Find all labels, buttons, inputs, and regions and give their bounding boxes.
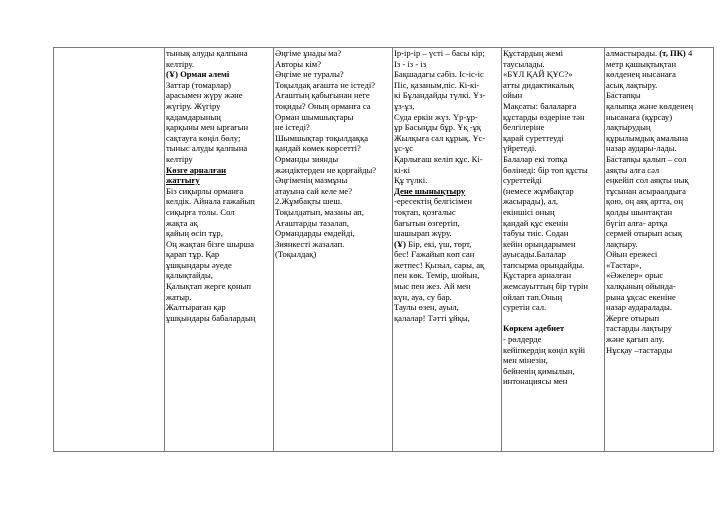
text-line: Орманды зиянды [275,153,339,164]
text-line: Қарлығаш келіп құс. Кі- [394,153,483,164]
text-line: 2.Жұмбақты шеш. [275,196,343,207]
text-line: метр қашықтықтан [606,58,677,69]
text-line: тапсырма орындайды. [503,259,585,270]
text-line: ұс-ұс [394,143,414,154]
text-line: Нұсқау –тастарды [606,344,673,355]
text-line: «Әжелер» орыс [606,270,664,281]
text-line: тоқиды? Оның орманға са [275,100,371,111]
text-line: Тоқылдақ ағашта не істеді? [275,79,376,90]
table-row [54,48,714,452]
text-line: ауысады.Балалар [503,249,566,260]
text-line: Көзге арналған [166,164,227,175]
cell-text-block [394,48,500,323]
text-line: қалықтайды, [166,270,213,281]
text-line: Шымшықтар тоқылдаққа [275,132,369,143]
text-line: сермей отырып асық [606,228,683,239]
text-line: ойын [503,90,523,101]
text-line: табуы тиіс. Содан [503,228,569,239]
text-line: еңкейіп сол аяқты нық [606,175,689,186]
text-line: бүгіп алға- артқа [606,217,668,228]
text-line: Оң жақтан бізге шырша [166,238,254,249]
text-line: жүгіру. Жүгіру [166,100,221,111]
text-line: Авторы кім? [275,58,322,69]
text-line: Құ түлкі. [394,175,428,186]
cell-text-block [606,48,712,355]
table-cell-physical-activity [165,48,274,452]
text-line: қалалар! Тәтті ұйқы, [394,312,470,323]
text-line: тұсынан асыраалдыға [606,185,686,196]
text-line: Қалықтап жерге қонып [166,281,251,292]
text-line: таусылады. [503,58,545,69]
text-line [503,313,603,324]
text-line: Ір-ір-ір – үсті – басы кір; [394,48,485,58]
text-line: қалыпқа және көлденең [606,100,694,111]
text-line: қолды шынтақтан [606,206,673,217]
text-line: тынық алуды қалпына [166,48,248,58]
text-line: үйретеді. [503,143,537,154]
text-line: келдік. Айнала ғажайып [166,196,255,207]
cell-text-block [275,48,391,260]
text-line: құрылымдық амалына [606,132,689,143]
table-cell-empty [54,48,165,452]
cell-text-block [503,48,603,387]
text-line: атты дидактикалық [503,79,574,90]
text-line: рына ұқсас екеніне [606,291,676,302]
text-line: Піс, қазаным,піс. Кі-кі- [394,79,480,90]
text-line: Таулы өзен, ауыл, [394,302,459,313]
text-line: (Ұ) Орман әлемі [166,69,230,80]
text-line: көлденең нысанаға [606,69,676,80]
text-line: Бастапқы қалып – сол [606,153,687,164]
text-line: жатыр. [166,291,192,302]
text-line: алмастырады. (т, ПК) 4 [606,48,693,58]
text-line: ұшқындары бабалардың [166,312,256,323]
text-line: Дене шынықтыру [394,185,466,196]
text-line: Суда еркін жүз. Үр-ұр- [394,111,478,122]
text-line: арасымен жүру және [166,90,243,101]
text-line: Ағаштың қабығынан неге [275,90,370,101]
text-line: кейіпкердің көңіл күйі [503,344,586,355]
text-line: -ересектің белгісімен [394,196,473,207]
text-line: Құстардың жемі [503,48,564,58]
text-line: Орман шымшықтары [275,111,354,122]
text-line: қайың өсіп тұр, [166,228,223,239]
text-line: тастарды лақтыру [606,323,672,334]
text-line: Мақсаты: балаларға [503,100,577,111]
text-line: суреттейді [503,175,542,186]
text-line: интонациясы мен [503,376,568,387]
text-line: Біз сиқырлы орманға [166,185,244,196]
text-line: жәндіктерден не қорғайды? [275,164,377,175]
text-line: тоқтап, қозғалыс [394,206,456,217]
text-line: Жерге отырып [606,312,660,323]
text-line: суретін сал. [503,302,547,313]
text-line: асық лақтыру. [606,79,658,90]
text-line: назар аудары-лады. [606,143,677,154]
text-line: атауына сай келе ме? [275,185,353,196]
text-line: (Тоқылдақ) [275,249,317,260]
text-line: нысанаға (құрсау) [606,111,673,122]
text-line: құстарды өздеріне тән [503,111,585,122]
text-line: Ағаштарды тазалап, [275,217,350,228]
text-line: жасырады), ал, [503,196,559,207]
text-line: бейненің қимылын, [503,365,575,376]
text-line: ұшқындары әуеде [166,259,232,270]
text-line: қарқыны мен ырғағын [166,122,249,133]
text-line: келтіру. [166,58,194,69]
text-line: ұз-ұз, [394,100,415,111]
text-line: Әңгіме ұнады ма? [275,48,342,58]
text-line: белгілеріне [503,122,545,133]
text-line: Балалар екі топқа [503,153,568,164]
text-line: қадамдарының [166,111,221,122]
text-line: - рөлдерде [503,334,542,345]
text-line: (Ұ) Бір, екі, үш, төрт, [394,238,472,249]
lesson-plan-table [53,47,714,452]
text-line: мен мінезін, [503,355,548,366]
text-line: Жалтыраған қар [166,302,226,313]
table-cell-asyk-throwing [605,48,714,452]
text-line: Ормандарды емдейді, [275,228,355,239]
text-line: қою, оң аяқ артта, оң [606,196,683,207]
cell-text-block [166,48,272,323]
text-line: Заттар (томарлар) [166,79,232,90]
text-line: кі-кі [394,164,410,175]
text-line: ойлап тап.Оның [503,291,563,302]
text-line: мыс пен жез. Ай мен [394,281,471,292]
text-line: аяқты алға сәл [606,164,660,175]
text-line: ұр Басыңды бұр. Ұқ -ұқ [394,122,482,133]
text-line: шашырап жүру. [394,228,452,239]
text-line: Зиянкесті жазалап. [275,238,345,249]
text-line: пен көк. Темір, шойын, [394,270,480,281]
text-line: және қағып алу. [606,334,665,345]
text-line: Әңгіме не туралы? [275,69,344,80]
text-line: Бақшадағы сәбіз. Іс-іс-іс [394,69,484,80]
text-line: Ойын ережесі [606,249,658,260]
text-line: бағытын өзгертіп, [394,217,460,228]
text-line: жемсауыттың бір түрін [503,281,589,292]
text-line: Із - із - із [394,58,427,69]
text-line: не істеді? [275,122,310,133]
text-line: назар аударалады. [606,302,672,313]
text-line: «Тастар», [606,259,642,270]
text-line: бөлінеді: бір топ құсты [503,164,588,175]
text-line: тыныс алуды қалпына [166,143,248,154]
text-line: (немесе жұмбақтар [503,185,574,196]
text-line: Әңгіменің мазмұны [275,175,348,186]
text-line: бес! Ғажайып көп сан [394,249,475,260]
text-line: кі Бұландайды түлкі. Ұз- [394,90,486,101]
text-line: жақта ақ [166,217,198,228]
text-line: күн, ауа, су бар. [394,291,452,302]
text-line: қандай көмек көрсетті? [275,143,361,154]
text-line: Бастапқы [606,90,641,101]
text-line: Көркем әдебиет [503,323,565,334]
text-line: келтіру [166,153,193,164]
text-line: қарай суреттеуді [503,132,564,143]
table-cell-bird-game [502,48,605,452]
text-line: жетпес! Қызыл, сары, ақ [394,259,485,270]
text-line: лақтырудың [606,122,651,133]
text-line: кейін орындарымен [503,238,576,249]
text-line: сиқырға толы. Сол [166,206,235,217]
text-line: Құстарға арналған [503,270,572,281]
text-line: Жылқыға сал құрық. Ұс- [394,132,486,143]
table-cell-sound-exercise [393,48,502,452]
text-line: сақтауға көңіл бөлу; [166,132,241,143]
text-line: «БҰЛ ҚАЙ ҚҰС?» [503,69,573,80]
text-line: жаттығу [166,175,200,186]
text-line: лақтыру. [606,238,638,249]
text-line: екіншісі оның [503,206,555,217]
text-line: қандай құс екенін [503,217,569,228]
table-cell-story-questions [274,48,393,452]
text-line: қарап тұр. Қар [166,249,220,260]
text-line: Тоқылдатып, мазаны ап, [275,206,364,217]
text-line: халқының ойында- [606,281,676,292]
